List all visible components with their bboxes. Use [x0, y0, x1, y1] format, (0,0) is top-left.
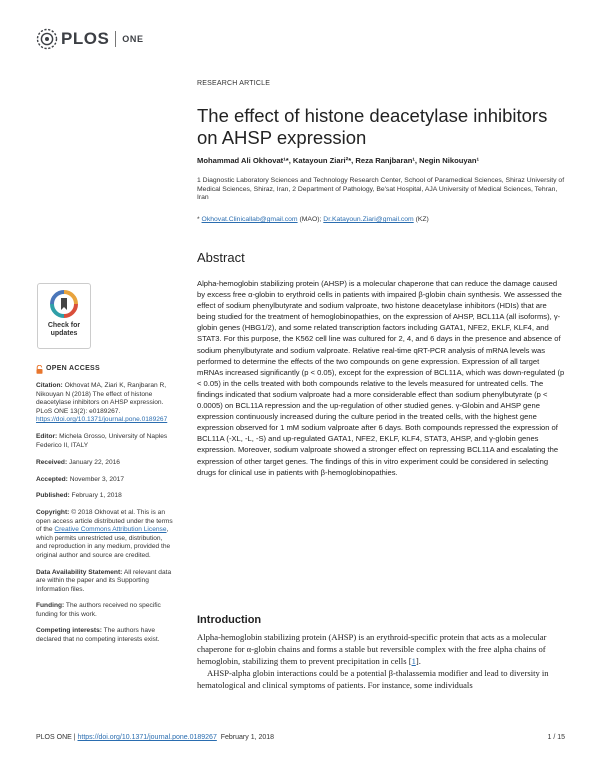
editor-label: Editor:: [36, 432, 58, 440]
plos-logo: [36, 28, 144, 50]
editor-block: [36, 433, 174, 450]
funding-text: The authors received no specific funding for this work.: [36, 602, 161, 618]
corresponding-emails: [197, 216, 565, 223]
open-lock-icon: [36, 365, 43, 374]
copyright-label: Copyright:: [36, 508, 70, 516]
funding-block: [36, 602, 174, 619]
article-title: The effect of histone deacetylase inhibitors on AHSP expression: [197, 105, 548, 148]
copyright-block: [36, 509, 174, 561]
logo-divider: [115, 31, 116, 47]
reference-link-1[interactable]: 1: [411, 656, 416, 666]
intro-p1-end: ].: [415, 656, 421, 666]
copyright-text-pre: © 2018 Okhovat et al. This is an open access article distributed under the terms of the: [36, 508, 173, 534]
email-star: *: [197, 216, 202, 223]
logo-journal: ONE: [122, 34, 144, 44]
received-block: [36, 459, 174, 468]
funding-label: Funding:: [36, 602, 65, 610]
footer-date: February 1, 2018: [216, 734, 275, 741]
competing-interests-text: The authors have declared that no competing interests exist.: [36, 627, 160, 644]
badge-label: Check for updates: [47, 322, 81, 337]
citation-text: Okhovat MA, Ziari K, Ranjbaran R, Nikouyan N (2018) The effect of histone deacetylase inhibitors on AHSP expression. PLoS ONE 13(2): e0189267.: [36, 382, 167, 415]
open-access-text: OPEN ACCESS: [46, 365, 100, 373]
footer-journal: PLOS ONE |: [36, 734, 78, 741]
data-availability-block: [36, 569, 174, 595]
open-access-label: [36, 365, 174, 374]
author-list: Mohammad Ali Okhovat¹*, Katayoun Ziari²*, Reza Ranjbaran¹, Negin Nikouyan¹: [197, 156, 479, 165]
data-availability-text: All relevant data are within the paper and its Supporting Information files.: [36, 568, 172, 593]
check-for-updates-badge[interactable]: [37, 283, 91, 349]
plos-logo-icon: [36, 28, 58, 50]
email-link-okhovat[interactable]: Okhovat.Clinicallab@gmail.com: [201, 216, 298, 223]
competing-interests-block: [36, 627, 174, 644]
intro-paragraph: [197, 631, 565, 667]
footer-citation: [36, 734, 274, 741]
email-link-ziari[interactable]: Dr.Katayoun.Ziari@gmail.com: [323, 216, 414, 223]
citation-block: [36, 382, 174, 425]
introduction-heading: Introduction: [197, 614, 262, 626]
received-label: Received:: [36, 459, 68, 467]
received-date: January 22, 2016: [69, 459, 120, 467]
accepted-label: Accepted:: [36, 475, 68, 483]
competing-interests-label: Competing interests:: [36, 627, 102, 635]
abstract-text: Alpha-hemoglobin stabilizing protein (AHSP) is a molecular chaperone that can reduce the damage caused by excess free α-globin to erythroid cells in patients with impaired β-globin chain synthesis. We assessed the effect of sodium phenylbutyrate and sodium valproate, two histone deacetylase inhibitors (HDIs) that are being studied for the treatment of hemoglobinopathies, on the expression of AHSP, BCL11A (all isoforms), γ-globin genes (HBG1/2), and some related transcription factors including GATA1, NFE2, EKLF, KLF4, and STAT3. For this purpose, the K562 cell line was cultured for 2, 4, and 6 days in the presence and absence of sodium phenylbutyrate and sodium valproate. Relative real-time qRT-PCR analysis of mRNA levels was performed to determine the effects of the two compounds on gene expression. Expression of all target mRNAs increased significantly (p < 0.05), except for the expression of BCL11A, which was down-regulated (p < 0.05) in the cells treated with both compounds relative to the levels measured for untreated cells. The findings indicated that sodium valproate had a more considerable effect than sodium phenylbutyrate (p < 0.0005) on BCL11A repression and the up-regulation of other studied genes. γ-Globin and AHSP gene expression continuously increased during the culture period in the treated cells, with the highest gene expression observed for 1 mM sodium valproate after 6 days. Both compounds repressed the expression of BCL11A (-XL, -L, -S) and up-regulated GATA1, NFE2, EKLF, KLF4, STAT3, AHSP, and γ-globin genes expression. Moreover, sodium valproate showed a stronger effect on repressing BCL11A and escalating the expression of other target genes. The findings of this in vitro experiment could be considered in selecting drugs for clinical use in patients with β-hemoglobinopathies.: [197, 279, 565, 477]
data-availability-label: Data Availability Statement:: [36, 568, 123, 576]
introduction-body: [197, 631, 565, 691]
affiliations: 1 Diagnostic Laboratory Sciences and Technology Research Center, School of Paramedical Sciences, Shiraz University of Medical Sciences, Shiraz, Iran, 2 Department of Pathology, Be'sat Hospital, AJA University of Medical Sciences, Tehran, Iran: [197, 177, 565, 202]
page-footer: [36, 734, 565, 741]
article-sidebar: [36, 283, 174, 645]
accepted-date: November 3, 2017: [69, 475, 124, 483]
footer-doi-link[interactable]: https://doi.org/10.1371/journal.pone.0189267: [77, 734, 217, 741]
published-label: Published:: [36, 492, 70, 500]
page-number: 1 / 15: [547, 734, 565, 741]
article-type: RESEARCH ARTICLE: [197, 80, 271, 87]
license-link[interactable]: Creative Commons Attribution License: [54, 526, 167, 534]
citation-label: Citation:: [36, 382, 63, 389]
copyright-text-post: , which permits unrestricted use, distribution, and reproduction in any medium, provided the original author and source are credited.: [36, 526, 171, 559]
published-date: February 1, 2018: [71, 492, 122, 500]
abstract-heading: Abstract: [197, 250, 245, 265]
citation-doi-link[interactable]: https://doi.org/10.1371/journal.pone.0189267: [36, 416, 168, 424]
email-tag-kz: (KZ): [413, 216, 429, 223]
intro-paragraph: AHSP-alpha globin interactions could be a potential β-thalassemia modifier and lead to diversity in hematological and clinical symptoms of patients. For instance, some individuals: [197, 668, 549, 690]
email-tag-mao: (MAO);: [297, 216, 324, 223]
published-block: [36, 492, 174, 501]
check-for-updates-icon: [50, 290, 78, 318]
editor-text: Michela Grosso, University of Naples Federico II, ITALY: [36, 432, 168, 449]
accepted-block: [36, 476, 174, 485]
intro-p1-text: Alpha-hemoglobin stabilizing protein (AHSP) is an erythroid-specific protein that acts as a molecular chaperone for α-globin chains and forms a stable but reversible complex with the free alpha chains of hemoglobin, stabilizing them to prevent precipitation in cells [: [197, 632, 547, 666]
logo-name: PLOS: [61, 29, 110, 48]
